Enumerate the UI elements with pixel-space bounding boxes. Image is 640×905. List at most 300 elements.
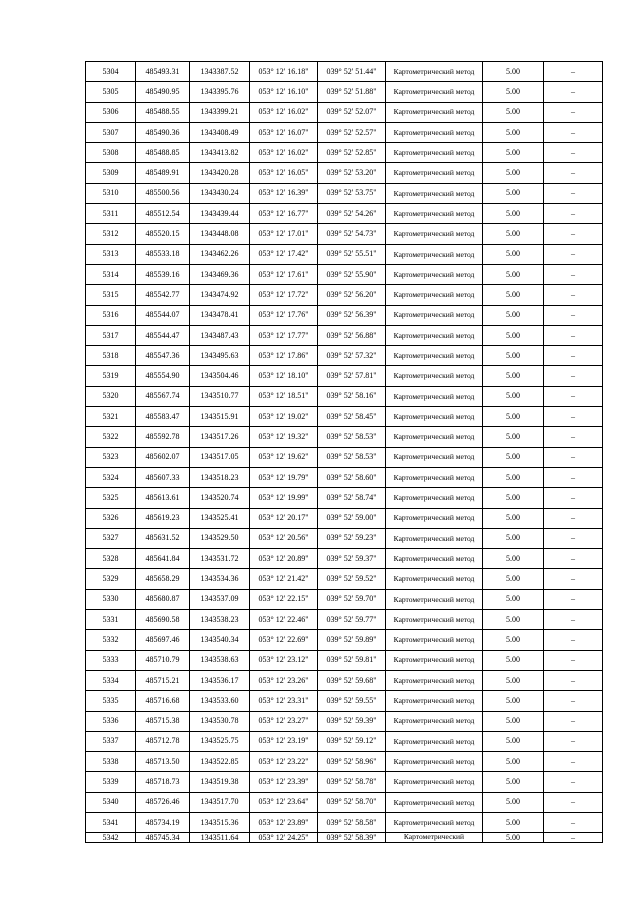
latitude-cell: 053° 12' 19.79" (250, 467, 318, 487)
latitude-cell: 053° 12' 18.10" (250, 366, 318, 386)
y-coordinate-cell: 1343517.70 (190, 792, 250, 812)
x-coordinate-cell: 485547.36 (136, 346, 190, 366)
accuracy-cell: 5.00 (483, 163, 544, 183)
accuracy-cell: 5.00 (483, 833, 544, 843)
accuracy-cell: 5.00 (483, 610, 544, 630)
longitude-cell: 039° 52' 59.89" (318, 630, 386, 650)
method-cell: Картометрический метод (386, 143, 483, 163)
latitude-cell: 053° 12' 20.89" (250, 549, 318, 569)
accuracy-cell: 5.00 (483, 386, 544, 406)
table-row (86, 528, 603, 548)
note-cell: – (544, 427, 603, 447)
x-coordinate-cell: 485533.18 (136, 244, 190, 264)
x-coordinate-cell: 485631.52 (136, 528, 190, 548)
table-row (86, 508, 603, 528)
longitude-cell: 039° 52' 57.32" (318, 346, 386, 366)
x-coordinate-cell: 485715.38 (136, 711, 190, 731)
point-number-cell: 5309 (86, 163, 136, 183)
method-cell: Картометрический метод (386, 102, 483, 122)
longitude-cell: 039° 52' 52.57" (318, 122, 386, 142)
y-coordinate-cell: 1343504.46 (190, 366, 250, 386)
note-cell: – (544, 183, 603, 203)
method-cell: Картометрический метод (386, 589, 483, 609)
method-cell: Картометрический метод (386, 325, 483, 345)
point-number-cell: 5335 (86, 691, 136, 711)
point-number-cell: 5323 (86, 447, 136, 467)
table-row (86, 610, 603, 630)
note-cell: – (544, 772, 603, 792)
point-number-cell: 5313 (86, 244, 136, 264)
method-cell: Картометрический метод (386, 711, 483, 731)
longitude-cell: 039° 52' 58.60" (318, 467, 386, 487)
point-number-cell: 5326 (86, 508, 136, 528)
accuracy-cell: 5.00 (483, 224, 544, 244)
y-coordinate-cell: 1343469.36 (190, 264, 250, 284)
latitude-cell: 053° 12' 19.99" (250, 488, 318, 508)
point-number-cell: 5339 (86, 772, 136, 792)
point-number-cell: 5315 (86, 285, 136, 305)
method-cell: Картометрический метод (386, 163, 483, 183)
point-number-cell: 5308 (86, 143, 136, 163)
y-coordinate-cell: 1343537.09 (190, 589, 250, 609)
x-coordinate-cell: 485490.36 (136, 122, 190, 142)
y-coordinate-cell: 1343531.72 (190, 549, 250, 569)
y-coordinate-cell: 1343517.26 (190, 427, 250, 447)
note-cell: – (544, 407, 603, 427)
latitude-cell: 053° 12' 19.02" (250, 407, 318, 427)
method-cell: Картометрический метод (386, 407, 483, 427)
accuracy-cell: 5.00 (483, 102, 544, 122)
point-number-cell: 5314 (86, 264, 136, 284)
x-coordinate-cell: 485520.15 (136, 224, 190, 244)
method-cell: Картометрический метод (386, 508, 483, 528)
table-row (86, 569, 603, 589)
longitude-cell: 039° 52' 53.20" (318, 163, 386, 183)
method-cell: Картометрический метод (386, 346, 483, 366)
table-row (86, 224, 603, 244)
note-cell: – (544, 711, 603, 731)
method-cell: Картометрический метод (386, 305, 483, 325)
table-row (86, 163, 603, 183)
longitude-cell: 039° 52' 58.70" (318, 792, 386, 812)
longitude-cell: 039° 52' 57.81" (318, 366, 386, 386)
table-row (86, 792, 603, 812)
x-coordinate-cell: 485490.95 (136, 82, 190, 102)
method-cell: Картометрический метод (386, 630, 483, 650)
table-row (86, 204, 603, 224)
x-coordinate-cell: 485716.68 (136, 691, 190, 711)
x-coordinate-cell: 485715.21 (136, 670, 190, 690)
latitude-cell: 053° 12' 23.12" (250, 650, 318, 670)
accuracy-cell: 5.00 (483, 285, 544, 305)
longitude-cell: 039° 52' 59.81" (318, 650, 386, 670)
latitude-cell: 053° 12' 19.62" (250, 447, 318, 467)
table-row (86, 752, 603, 772)
longitude-cell: 039° 52' 58.78" (318, 772, 386, 792)
table-row (86, 62, 603, 82)
y-coordinate-cell: 1343538.63 (190, 650, 250, 670)
point-number-cell: 5336 (86, 711, 136, 731)
note-cell: – (544, 244, 603, 264)
latitude-cell: 053° 12' 16.07" (250, 122, 318, 142)
y-coordinate-cell: 1343474.92 (190, 285, 250, 305)
y-coordinate-cell: 1343515.36 (190, 812, 250, 832)
y-coordinate-cell: 1343520.74 (190, 488, 250, 508)
x-coordinate-cell: 485489.91 (136, 163, 190, 183)
y-coordinate-cell: 1343448.08 (190, 224, 250, 244)
method-cell: Картометрический метод (386, 772, 483, 792)
x-coordinate-cell: 485544.47 (136, 325, 190, 345)
table-row (86, 82, 603, 102)
point-number-cell: 5340 (86, 792, 136, 812)
y-coordinate-cell: 1343518.23 (190, 467, 250, 487)
latitude-cell: 053° 12' 19.32" (250, 427, 318, 447)
x-coordinate-cell: 485745.34 (136, 833, 190, 843)
longitude-cell: 039° 52' 59.12" (318, 731, 386, 751)
note-cell: – (544, 386, 603, 406)
x-coordinate-cell: 485512.54 (136, 204, 190, 224)
accuracy-cell: 5.00 (483, 711, 544, 731)
method-cell: Картометрический метод (386, 366, 483, 386)
latitude-cell: 053° 12' 16.77" (250, 204, 318, 224)
latitude-cell: 053° 12' 16.02" (250, 102, 318, 122)
method-cell: Картометрический метод (386, 812, 483, 832)
point-number-cell: 5342 (86, 833, 136, 843)
latitude-cell: 053° 12' 23.89" (250, 812, 318, 832)
longitude-cell: 039° 52' 55.90" (318, 264, 386, 284)
table-row (86, 122, 603, 142)
y-coordinate-cell: 1343540.34 (190, 630, 250, 650)
point-number-cell: 5337 (86, 731, 136, 751)
y-coordinate-cell: 1343462.26 (190, 244, 250, 264)
accuracy-cell: 5.00 (483, 670, 544, 690)
accuracy-cell: 5.00 (483, 143, 544, 163)
note-cell: – (544, 82, 603, 102)
note-cell: – (544, 630, 603, 650)
table-row (86, 264, 603, 284)
note-cell: – (544, 143, 603, 163)
table-row (86, 244, 603, 264)
table-row (86, 386, 603, 406)
accuracy-cell: 5.00 (483, 82, 544, 102)
x-coordinate-cell: 485718.73 (136, 772, 190, 792)
point-number-cell: 5330 (86, 589, 136, 609)
y-coordinate-cell: 1343533.60 (190, 691, 250, 711)
accuracy-cell: 5.00 (483, 305, 544, 325)
longitude-cell: 039° 52' 59.68" (318, 670, 386, 690)
x-coordinate-cell: 485619.23 (136, 508, 190, 528)
table-row (86, 305, 603, 325)
latitude-cell: 053° 12' 22.69" (250, 630, 318, 650)
note-cell: – (544, 528, 603, 548)
y-coordinate-cell: 1343478.41 (190, 305, 250, 325)
x-coordinate-cell: 485488.85 (136, 143, 190, 163)
accuracy-cell: 5.00 (483, 204, 544, 224)
accuracy-cell: 5.00 (483, 528, 544, 548)
x-coordinate-cell: 485607.33 (136, 467, 190, 487)
y-coordinate-cell: 1343510.77 (190, 386, 250, 406)
method-cell: Картометрический метод (386, 62, 483, 82)
latitude-cell: 053° 12' 23.22" (250, 752, 318, 772)
x-coordinate-cell: 485680.87 (136, 589, 190, 609)
accuracy-cell: 5.00 (483, 264, 544, 284)
x-coordinate-cell: 485613.61 (136, 488, 190, 508)
longitude-cell: 039° 52' 59.00" (318, 508, 386, 528)
table-row (86, 833, 603, 843)
point-number-cell: 5320 (86, 386, 136, 406)
note-cell: – (544, 467, 603, 487)
method-cell: Картометрический метод (386, 752, 483, 772)
x-coordinate-cell: 485710.79 (136, 650, 190, 670)
method-cell: Картометрический метод (386, 285, 483, 305)
x-coordinate-cell: 485493.31 (136, 62, 190, 82)
accuracy-cell: 5.00 (483, 731, 544, 751)
longitude-cell: 039° 52' 54.73" (318, 224, 386, 244)
longitude-cell: 039° 52' 52.85" (318, 143, 386, 163)
note-cell: – (544, 650, 603, 670)
accuracy-cell: 5.00 (483, 325, 544, 345)
coordinates-table (85, 61, 603, 843)
accuracy-cell: 5.00 (483, 650, 544, 670)
accuracy-cell: 5.00 (483, 183, 544, 203)
point-number-cell: 5322 (86, 427, 136, 447)
longitude-cell: 039° 52' 59.37" (318, 549, 386, 569)
point-number-cell: 5341 (86, 812, 136, 832)
note-cell: – (544, 346, 603, 366)
x-coordinate-cell: 485554.90 (136, 366, 190, 386)
longitude-cell: 039° 52' 59.52" (318, 569, 386, 589)
table-row (86, 772, 603, 792)
y-coordinate-cell: 1343413.82 (190, 143, 250, 163)
y-coordinate-cell: 1343495.63 (190, 346, 250, 366)
longitude-cell: 039° 52' 58.96" (318, 752, 386, 772)
latitude-cell: 053° 12' 17.61" (250, 264, 318, 284)
latitude-cell: 053° 12' 23.31" (250, 691, 318, 711)
note-cell: – (544, 366, 603, 386)
note-cell: – (544, 812, 603, 832)
method-cell: Картометрический метод (386, 488, 483, 508)
table-row (86, 183, 603, 203)
note-cell: – (544, 163, 603, 183)
accuracy-cell: 5.00 (483, 407, 544, 427)
note-cell: – (544, 264, 603, 284)
longitude-cell: 039° 52' 58.53" (318, 447, 386, 467)
y-coordinate-cell: 1343515.91 (190, 407, 250, 427)
note-cell: – (544, 569, 603, 589)
point-number-cell: 5329 (86, 569, 136, 589)
table-row (86, 102, 603, 122)
longitude-cell: 039° 52' 58.39" (318, 833, 386, 843)
accuracy-cell: 5.00 (483, 427, 544, 447)
x-coordinate-cell: 485592.78 (136, 427, 190, 447)
y-coordinate-cell: 1343538.23 (190, 610, 250, 630)
method-cell: Картометрический метод (386, 264, 483, 284)
accuracy-cell: 5.00 (483, 752, 544, 772)
method-cell: Картометрический метод (386, 82, 483, 102)
method-cell: Картометрический метод (386, 691, 483, 711)
table-row (86, 143, 603, 163)
x-coordinate-cell: 485602.07 (136, 447, 190, 467)
longitude-cell: 039° 52' 52.07" (318, 102, 386, 122)
note-cell: – (544, 325, 603, 345)
y-coordinate-cell: 1343536.17 (190, 670, 250, 690)
method-cell: Картометрический метод (386, 386, 483, 406)
latitude-cell: 053° 12' 22.46" (250, 610, 318, 630)
note-cell: – (544, 752, 603, 772)
table-row (86, 407, 603, 427)
method-cell: Картометрический метод (386, 569, 483, 589)
note-cell: – (544, 508, 603, 528)
table-row (86, 285, 603, 305)
y-coordinate-cell: 1343525.41 (190, 508, 250, 528)
method-cell: Картометрический метод (386, 224, 483, 244)
latitude-cell: 053° 12' 16.10" (250, 82, 318, 102)
longitude-cell: 039° 52' 55.51" (318, 244, 386, 264)
latitude-cell: 053° 12' 23.19" (250, 731, 318, 751)
accuracy-cell: 5.00 (483, 569, 544, 589)
latitude-cell: 053° 12' 17.42" (250, 244, 318, 264)
note-cell: – (544, 224, 603, 244)
note-cell: – (544, 610, 603, 630)
note-cell: – (544, 102, 603, 122)
accuracy-cell: 5.00 (483, 812, 544, 832)
latitude-cell: 053° 12' 16.18" (250, 62, 318, 82)
method-cell: Картометрический метод (386, 204, 483, 224)
longitude-cell: 039° 52' 59.77" (318, 610, 386, 630)
table-row (86, 467, 603, 487)
y-coordinate-cell: 1343525.75 (190, 731, 250, 751)
x-coordinate-cell: 485658.29 (136, 569, 190, 589)
latitude-cell: 053° 12' 23.26" (250, 670, 318, 690)
longitude-cell: 039° 52' 53.75" (318, 183, 386, 203)
point-number-cell: 5307 (86, 122, 136, 142)
point-number-cell: 5311 (86, 204, 136, 224)
accuracy-cell: 5.00 (483, 346, 544, 366)
x-coordinate-cell: 485500.56 (136, 183, 190, 203)
point-number-cell: 5316 (86, 305, 136, 325)
method-cell: Картометрический метод (386, 183, 483, 203)
longitude-cell: 039° 52' 58.45" (318, 407, 386, 427)
method-cell: Картометрический метод (386, 650, 483, 670)
longitude-cell: 039° 52' 59.23" (318, 528, 386, 548)
point-number-cell: 5333 (86, 650, 136, 670)
y-coordinate-cell: 1343530.78 (190, 711, 250, 731)
accuracy-cell: 5.00 (483, 589, 544, 609)
point-number-cell: 5304 (86, 62, 136, 82)
latitude-cell: 053° 12' 22.15" (250, 589, 318, 609)
y-coordinate-cell: 1343430.24 (190, 183, 250, 203)
note-cell: – (544, 305, 603, 325)
longitude-cell: 039° 52' 56.20" (318, 285, 386, 305)
method-cell: Картометрический метод (386, 244, 483, 264)
table-row (86, 812, 603, 832)
longitude-cell: 039° 52' 51.88" (318, 82, 386, 102)
longitude-cell: 039° 52' 59.39" (318, 711, 386, 731)
method-cell: Картометрический метод (386, 467, 483, 487)
accuracy-cell: 5.00 (483, 122, 544, 142)
y-coordinate-cell: 1343408.49 (190, 122, 250, 142)
table-row (86, 427, 603, 447)
note-cell: – (544, 549, 603, 569)
accuracy-cell: 5.00 (483, 630, 544, 650)
y-coordinate-cell: 1343511.64 (190, 833, 250, 843)
latitude-cell: 053° 12' 18.51" (250, 386, 318, 406)
note-cell: – (544, 447, 603, 467)
y-coordinate-cell: 1343439.44 (190, 204, 250, 224)
latitude-cell: 053° 12' 17.01" (250, 224, 318, 244)
accuracy-cell: 5.00 (483, 447, 544, 467)
longitude-cell: 039° 52' 58.58" (318, 812, 386, 832)
table-row (86, 325, 603, 345)
latitude-cell: 053° 12' 17.72" (250, 285, 318, 305)
table-row (86, 447, 603, 467)
latitude-cell: 053° 12' 23.39" (250, 772, 318, 792)
latitude-cell: 053° 12' 23.27" (250, 711, 318, 731)
x-coordinate-cell: 485690.58 (136, 610, 190, 630)
latitude-cell: 053° 12' 16.02" (250, 143, 318, 163)
table-row (86, 731, 603, 751)
accuracy-cell: 5.00 (483, 772, 544, 792)
note-cell: – (544, 731, 603, 751)
latitude-cell: 053° 12' 24.25" (250, 833, 318, 843)
table-row (86, 549, 603, 569)
accuracy-cell: 5.00 (483, 62, 544, 82)
point-number-cell: 5325 (86, 488, 136, 508)
point-number-cell: 5338 (86, 752, 136, 772)
point-number-cell: 5327 (86, 528, 136, 548)
note-cell: – (544, 670, 603, 690)
note-cell: – (544, 62, 603, 82)
method-cell: Картометрический метод (386, 122, 483, 142)
x-coordinate-cell: 485544.07 (136, 305, 190, 325)
longitude-cell: 039° 52' 58.16" (318, 386, 386, 406)
x-coordinate-cell: 485542.77 (136, 285, 190, 305)
point-number-cell: 5312 (86, 224, 136, 244)
latitude-cell: 053° 12' 20.17" (250, 508, 318, 528)
table-row (86, 650, 603, 670)
table-row (86, 346, 603, 366)
table-body (86, 62, 603, 843)
latitude-cell: 053° 12' 17.86" (250, 346, 318, 366)
latitude-cell: 053° 12' 16.39" (250, 183, 318, 203)
latitude-cell: 053° 12' 21.42" (250, 569, 318, 589)
x-coordinate-cell: 485697.46 (136, 630, 190, 650)
point-number-cell: 5317 (86, 325, 136, 345)
x-coordinate-cell: 485583.47 (136, 407, 190, 427)
point-number-cell: 5310 (86, 183, 136, 203)
y-coordinate-cell: 1343517.05 (190, 447, 250, 467)
longitude-cell: 039° 52' 58.53" (318, 427, 386, 447)
longitude-cell: 039° 52' 59.70" (318, 589, 386, 609)
longitude-cell: 039° 52' 56.39" (318, 305, 386, 325)
point-number-cell: 5321 (86, 407, 136, 427)
note-cell: – (544, 285, 603, 305)
note-cell: – (544, 833, 603, 843)
method-cell: Картометрический метод (386, 528, 483, 548)
method-cell: Картометрический (386, 833, 483, 843)
method-cell: Картометрический метод (386, 447, 483, 467)
latitude-cell: 053° 12' 23.64" (250, 792, 318, 812)
method-cell: Картометрический метод (386, 610, 483, 630)
longitude-cell: 039° 52' 54.26" (318, 204, 386, 224)
latitude-cell: 053° 12' 16.05" (250, 163, 318, 183)
table-row (86, 691, 603, 711)
latitude-cell: 053° 12' 17.77" (250, 325, 318, 345)
x-coordinate-cell: 485641.84 (136, 549, 190, 569)
y-coordinate-cell: 1343522.85 (190, 752, 250, 772)
y-coordinate-cell: 1343534.36 (190, 569, 250, 589)
x-coordinate-cell: 485726.46 (136, 792, 190, 812)
